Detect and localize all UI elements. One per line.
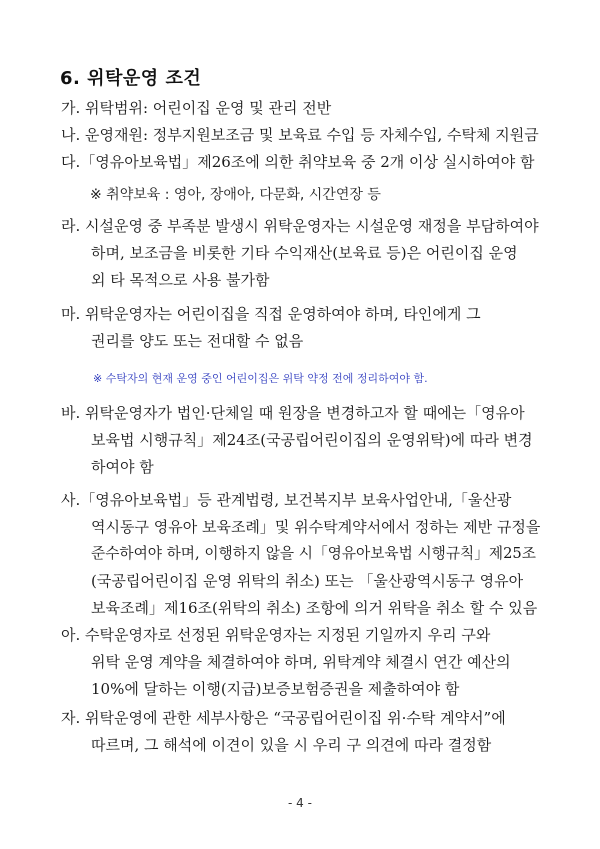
item-a-line-2: 위탁 운영 계약을 체결하여야 하며, 위탁계약 체결시 연간 예산의 — [91, 653, 511, 671]
item-ra-line-3: 외 타 목적으로 사용 불가함 — [91, 271, 270, 289]
item-ma-line-2: 권리를 양도 또는 전대할 수 없음 — [91, 332, 304, 350]
item-ja-line-2: 따르며, 그 해석에 이견이 있을 시 우리 구 의견에 따라 결정함 — [91, 736, 492, 754]
item-da-line-1: 다.「영유아보육법」제26조에 의한 취약보육 중 2개 이상 실시하여야 함 — [61, 153, 535, 171]
item-a-line-1: 아. 수탁운영자로 선정된 위탁운영자는 지정된 기일까지 우리 구와 — [61, 626, 491, 644]
item-na-line-1: 나. 운영재원: 정부지원보조금 및 보육료 수입 등 자체수입, 수탁체 지원금 — [61, 126, 539, 144]
item-sa-line-4: (국공립어린이집 운영 위탁의 취소) 또는 「울산광역시동구 영유아 — [91, 572, 524, 590]
item-ga-line-1: 가. 위탁범위: 어린이집 운영 및 관리 전반 — [61, 99, 332, 117]
item-sa-line-3: 준수하여야 하며, 이행하지 않을 시「영유아보육법 시행규칙」제25조 — [91, 545, 536, 562]
item-ja-line-1: 자. 위탁운영에 관한 세부사항은 “국공립어린이집 위·수탁 계약서”에 — [61, 709, 506, 727]
item-ba-line-1: 바. 위탁운영자가 법인·단체일 때 원장을 변경하고자 할 때에는「영유아 — [61, 404, 525, 422]
item-sa-line-1: 사.「영유아보육법」등 관계법령, 보건복지부 보육사업안내,「울산광 — [61, 491, 512, 509]
item-sa-line-2: 역시동구 영유아 보육조례」및 위수탁계약서에서 정하는 제반 규정을 — [91, 518, 541, 536]
page-number: - 4 - — [288, 796, 312, 810]
item-sa-line-5: 보육조례」제16조(위탁의 취소) 조항에 의거 위탁을 취소 할 수 있음 — [91, 599, 538, 617]
item-ma-line-1: 마. 위탁운영자는 어린이집을 직접 운영하여야 하며, 타인에게 그 — [61, 305, 481, 323]
note-vulnerable-care: ※ 취약보육 : 영아, 장애아, 다문화, 시간연장 등 — [90, 187, 381, 203]
item-ra-line-1: 라. 시설운영 중 부족분 발생시 위탁운영자는 시설운영 재정을 부담하여야 — [61, 217, 539, 235]
item-ba-line-3: 하여야 함 — [91, 458, 154, 476]
note-existing-daycare: ※ 수탁자의 현재 운영 중인 어린이집은 위탁 약정 전에 정리하여야 함. — [93, 372, 428, 385]
item-ba-line-2: 보육법 시행규칙」제24조(국공립어린이집의 운영위탁)에 따라 변경 — [91, 431, 533, 449]
item-ra-line-2: 하며, 보조금을 비롯한 기타 수익재산(보육료 등)은 어린이집 운영 — [91, 244, 518, 262]
item-a-line-3: 10%에 달하는 이행(지급)보증보험증권을 제출하여야 함 — [91, 680, 460, 698]
section-heading: 6. 위탁운영 조건 — [60, 68, 202, 89]
